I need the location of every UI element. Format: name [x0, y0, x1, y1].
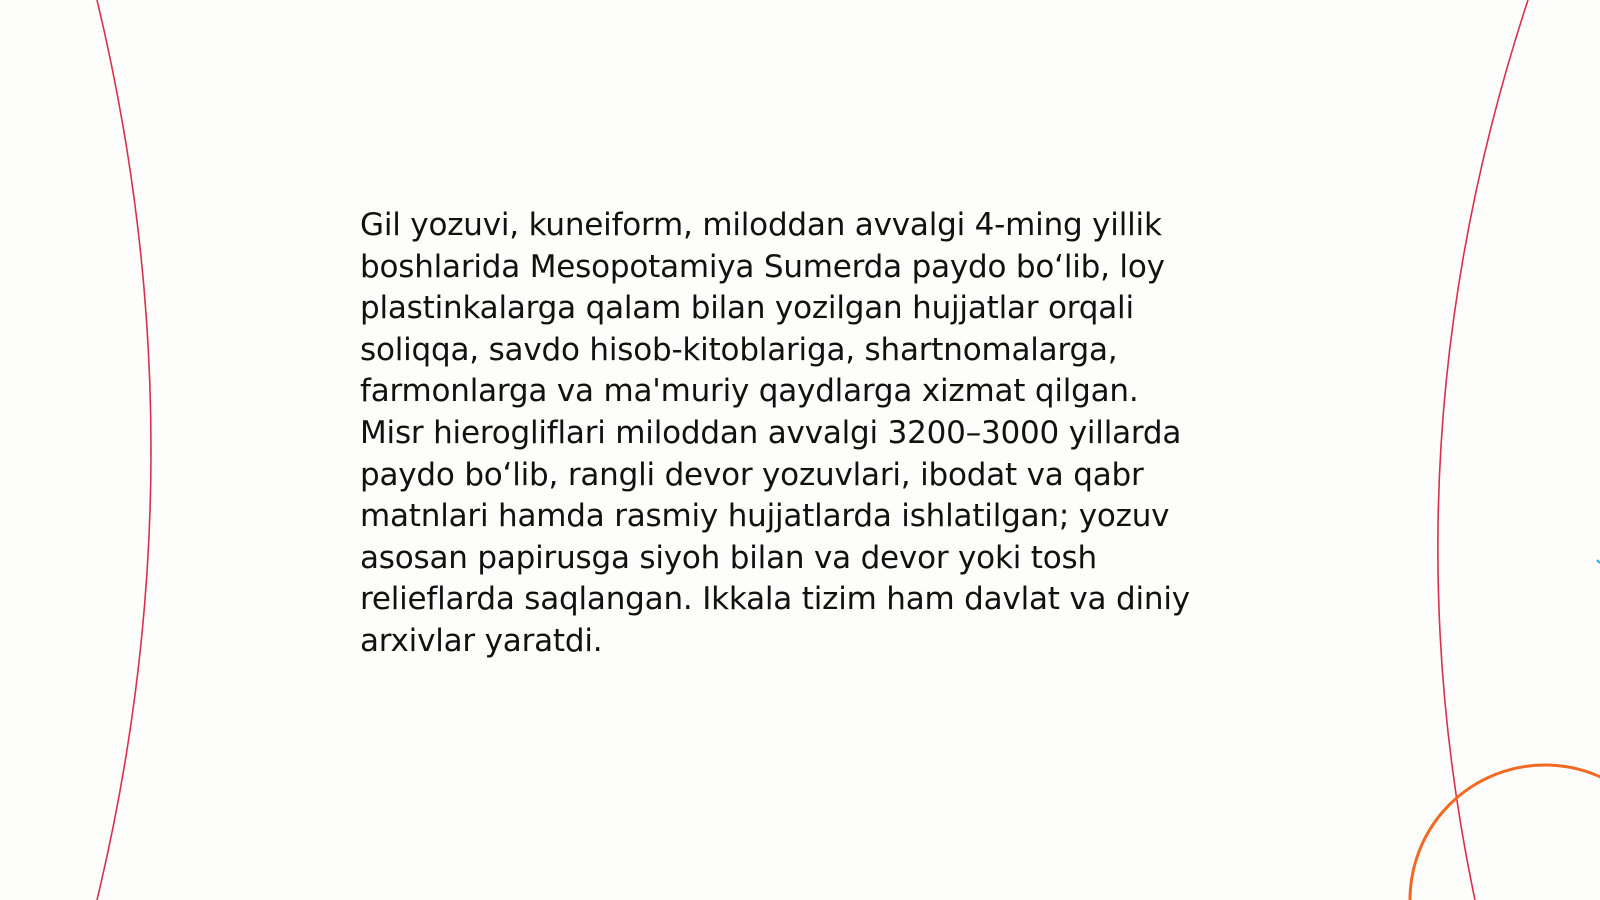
orange-arc: [1410, 765, 1600, 900]
body-line: Misr hierogliflari miloddan avvalgi 3200–3000 yillarda: [360, 414, 1182, 451]
body-line: asosan papirusga siyoh bilan va devor yoki tosh: [360, 539, 1097, 576]
body-line: boshlarida Mesopotamiya Sumerda paydo bo‘lib, loy: [360, 248, 1165, 285]
body-line: Gil yozuvi, kuneiform, miloddan avvalgi 4-ming yillik: [360, 207, 1162, 243]
right-curve: [1438, 0, 1528, 900]
body-line: paydo bo‘lib, rangli devor yozuvlari, ibodat va qabr: [360, 456, 1144, 493]
body-text: [360, 205, 1260, 663]
left-curve: [97, 0, 151, 900]
body-line: soliqqa, savdo hisob-kitoblariga, shartnomalarga,: [360, 331, 1118, 368]
body-line: arxivlar yaratdi.: [360, 622, 603, 659]
body-line: farmonlarga va ma'muriy qaydlarga xizmat qilgan.: [360, 373, 1139, 410]
body-line: plastinkalarga qalam bilan yozilgan hujjatlar orqali: [360, 290, 1134, 327]
body-line: relieflarda saqlangan. Ikkala tizim ham davlat va diniy: [360, 581, 1190, 618]
body-line: matnlari hamda rasmiy hujjatlarda ishlatilgan; yozuv: [360, 498, 1170, 535]
